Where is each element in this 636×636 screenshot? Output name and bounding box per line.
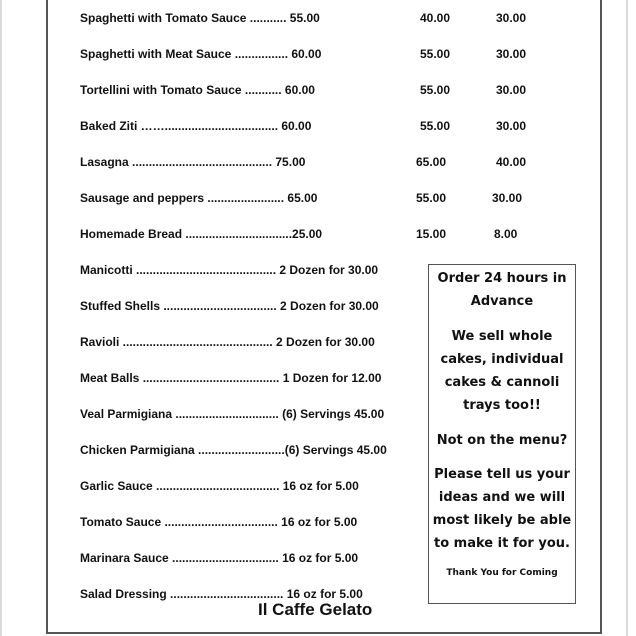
menu-item-price-small: 30.00 [496,119,527,133]
menu-item-text: Stuffed Shells .................................. 2 Dozen for 30.00 [80,299,379,313]
menu-item-price-medium: 55.00 [416,191,447,205]
menu-row [0,46,636,66]
menu-item-text: Homemade Bread ................................25.00 [80,227,323,241]
menu-item-price-small: 30.00 [492,191,523,205]
notice-cakes: We sell whole cakes, individual cakes & cannoli trays too!! [440,329,564,413]
menu-item-text: Tortellini with Tomato Sauce ........... 60.00 [80,83,315,97]
menu-item-price-medium: 55.00 [420,83,451,97]
menu-item-text: Garlic Sauce ..................................... 16 oz for 5.00 [80,479,359,493]
notice-box [428,264,576,604]
menu-item-text: Chicken Parmigiana ..........................(6) Servings 45.00 [80,443,387,457]
menu-item-price-medium: 55.00 [420,47,451,61]
menu-item-price-small: 40.00 [496,155,527,169]
footer-title: Il Caffe Gelato [258,600,373,619]
menu-item-text: Tomato Sauce .................................. 16 oz for 5.00 [80,515,358,529]
menu-row [0,154,636,174]
menu-item-text: Manicotti .......................................... 2 Dozen for 30.00 [80,263,379,277]
menu-item-text: Ravioli ............................................. 2 Dozen for 30.00 [80,335,375,349]
menu-item-text: Veal Parmigiana ............................... (6) Servings 45.00 [80,407,385,421]
menu-item-price-medium: 40.00 [420,11,451,25]
notice-ideas: Please tell us your ideas and we will most likely be able to make it for you. [432,467,572,551]
menu-row [0,118,636,138]
menu-item-text: Spaghetti with Tomato Sauce ........... 55.00 [80,11,320,25]
menu-item-text: Salad Dressing .................................. 16 oz for 5.00 [80,587,363,601]
menu-item-price-small: 30.00 [496,47,527,61]
menu-item-price-small: 8.00 [494,227,518,241]
menu-item-text: Marinara Sauce ................................ 16 oz for 5.00 [80,551,359,565]
menu-row [0,82,636,102]
menu-item-price-small: 30.00 [496,83,527,97]
menu-row [0,226,636,246]
menu-item-text: Baked Ziti …….................................. 60.00 [80,119,312,133]
menu-item-text: Sausage and peppers ....................... 65.00 [80,191,318,205]
menu-item-price-medium: 55.00 [420,119,451,133]
menu-row [0,190,636,210]
menu-item-text: Spaghetti with Meat Sauce ................ 60.00 [80,47,322,61]
menu-item-price-medium: 15.00 [416,227,447,241]
menu-item-text: Meat Balls ......................................... 1 Dozen for 12.00 [80,371,382,385]
menu-row [0,10,636,30]
menu-item-text: Lasagna .......................................... 75.00 [80,155,306,169]
menu-item-price-medium: 65.00 [416,155,447,169]
notice-order-advance: Order 24 hours in Advance [437,271,567,309]
menu-item-price-small: 30.00 [496,11,527,25]
notice-thank-you: Thank You for Coming [446,568,558,578]
notice-not-on-menu: Not on the menu? [436,433,568,448]
